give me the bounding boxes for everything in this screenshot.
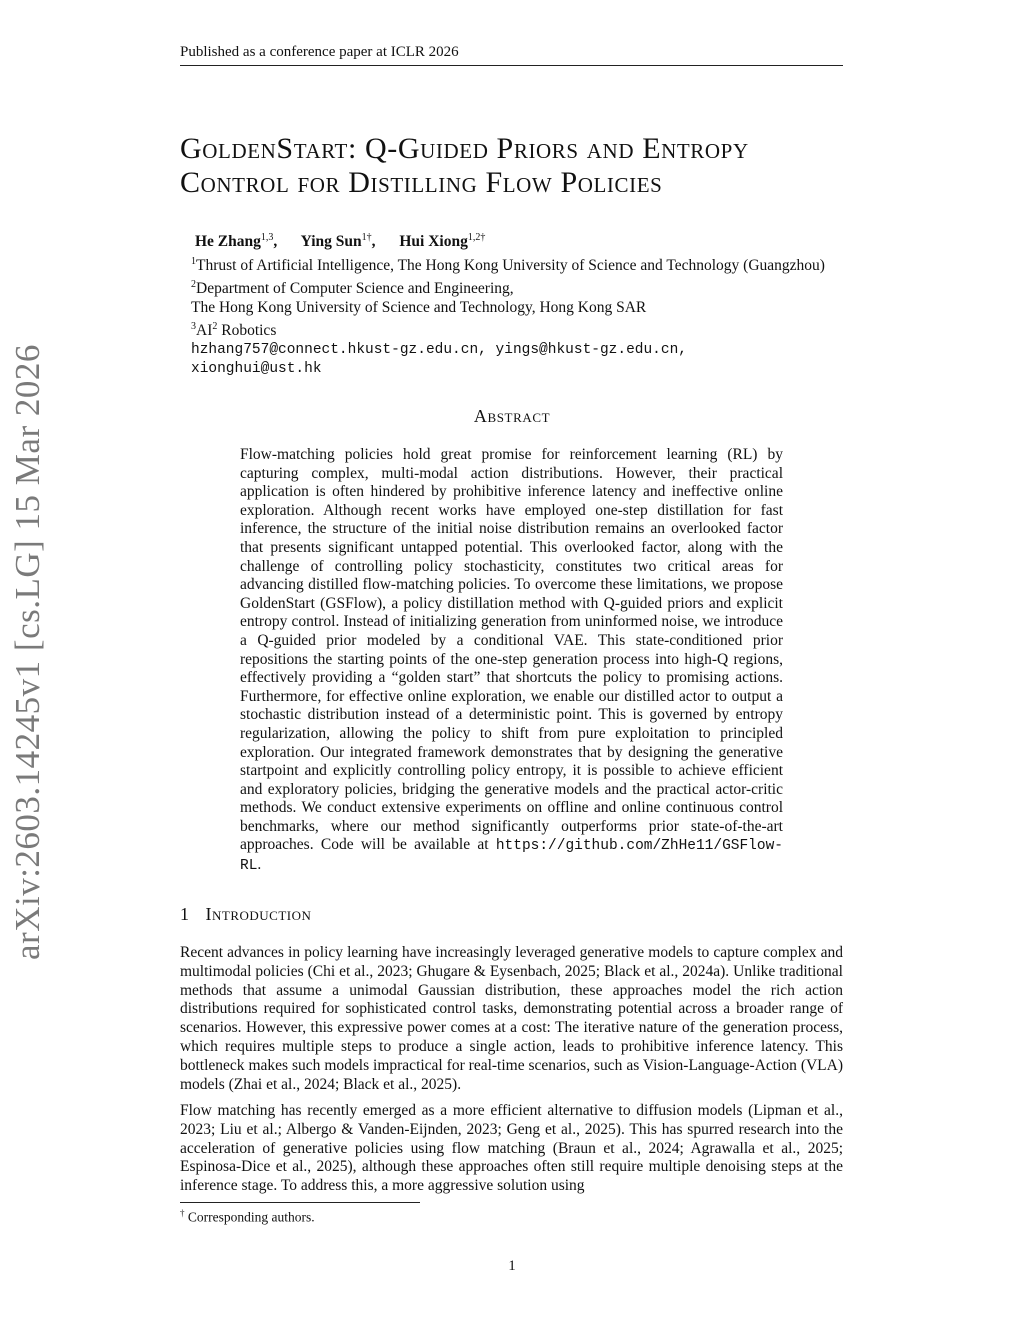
author-list xyxy=(195,228,891,251)
intro-paragraph-2: Flow matching has recently emerged as a more efficient alternative to diffusion models (Lipman et al., 2023; Liu et al.; Albergo & Vanden-Eijnden, 2023; Geng et al., 2025). This has spurred research into the acceleration of generative policies using flow matching (Braun et al., 2024; Agrawalla et al., 2025; Espinosa-Dice et al., 2025), although these approaches often still require multiple denoising steps at the inference stage. To address this, a more aggressive solution using xyxy=(180,1102,843,1195)
email-line-1: hzhang757@connect.hkust-gz.edu.cn, yings@hkust-gz.edu.cn, xyxy=(191,341,687,358)
affiliation-2: $^2$Department of Computer Science and Engineering, xyxy=(191,279,514,298)
page-number: 1 xyxy=(508,1258,516,1274)
code-link[interactable]: https://github.com/ZhHe11/GSFlow-RL xyxy=(240,838,783,875)
intro-paragraph-1: Recent advances in policy learning have increasingly leveraged generative models to capture complex and multimodal policies (Chi et al., 2023; Ghugare & Eysenbach, 2025; Black et al., 2024a). Unlike traditional methods that assume a unimodal Gaussian distribution, these approaches model the rich action distributions required for sophisticated control tasks, demonstrating potential across a broader range of scenarios. However, this expressive power comes at a cost: The iterative nature of the generation process, which requires multiple steps to produce a single action, leads to prohibitive inference latency. This bottleneck makes such models impractical for real-time scenarios, such as Vision-Language-Action (VLA) models (Zhai et al., 2024; Black et al., 2025). xyxy=(180,944,843,1093)
affiliation-1: $^1$Thrust of Artificial Intelligence, The Hong Kong University of Science and Technology (Guangzhou) xyxy=(191,256,825,275)
title-line-1: GoldenStart: Q-Guided Priors and Entropy xyxy=(180,132,749,165)
footnote-rule xyxy=(180,1202,420,1203)
abstract-heading: Abstract xyxy=(473,406,551,426)
email-line-2: xionghui@ust.hk xyxy=(191,360,322,377)
section-heading-introduction: 1 Introduction xyxy=(180,904,312,924)
author-2: Ying Sun$^{1\dagger}$, xyxy=(300,232,376,251)
running-header: Published as a conference paper at ICLR 2026 xyxy=(180,44,843,66)
author-3: Hui Xiong$^{1,2\dagger}$ xyxy=(399,232,486,251)
affiliation-3: $^3AI^2$ Robotics xyxy=(191,321,277,340)
author-1: He Zhang$^{1,3}$, xyxy=(195,232,278,251)
footnote-corresponding-authors: † Corresponding authors. xyxy=(180,1208,315,1225)
title-line-2: Control for Distilling Flow Policies xyxy=(180,166,663,199)
abstract-body: Flow-matching policies hold great promise for reinforcement learning (RL) by capturing complex, multi-modal action distributions. However, their practical application is often hindered by prohibitive inference latency and ineffective online exploration. Although recent works have employed one-step distillation for fast inference, the structure of the initial noise distribution remains an overlooked factor that presents significant untapped potential. This overlooked factor, along with the challenge of controlling policy stochasticity, constitutes two critical areas for advancing distilled flow-matching policies. To overcome these limitations, we propose GoldenStart (GSFlow), a policy distillation method with Q-guided priors and explicit entropy control. Instead of initializing generation from uninformed noise, we introduce a Q-guided prior modeled by a conditional VAE. This state-conditioned prior repositions the starting points of the one-step generation process into high-Q regions, effectively providing a “golden start” that shortcuts the policy to promising actions. Furthermore, for effective online exploration, we enable our distilled actor to output a stochastic distribution instead of a deterministic point. This is governed by entropy regularization, allowing the policy to shift from pure exploitation to principled exploration. Our integrated framework demonstrates that by designing the generative startpoint and explicitly controlling policy entropy, it is possible to achieve efficient and exploratory policies, bridging the generative models and the practical actor-critic methods. We conduct extensive experiments on offline and online continuous control benchmarks, where our method significantly outperforms prior state-of-the-art approaches. Code will be available at https://github.com/ZhHe11/GSFlow-RL. xyxy=(240,446,783,875)
author-block xyxy=(191,228,891,379)
affiliation-2-line-2: The Hong Kong University of Science and Technology, Hong Kong SAR xyxy=(191,299,647,317)
paper-title xyxy=(180,132,860,200)
arxiv-identifier-stamp: arXiv:2603.14245v1 [cs.LG] 15 Mar 2026 xyxy=(8,344,47,960)
